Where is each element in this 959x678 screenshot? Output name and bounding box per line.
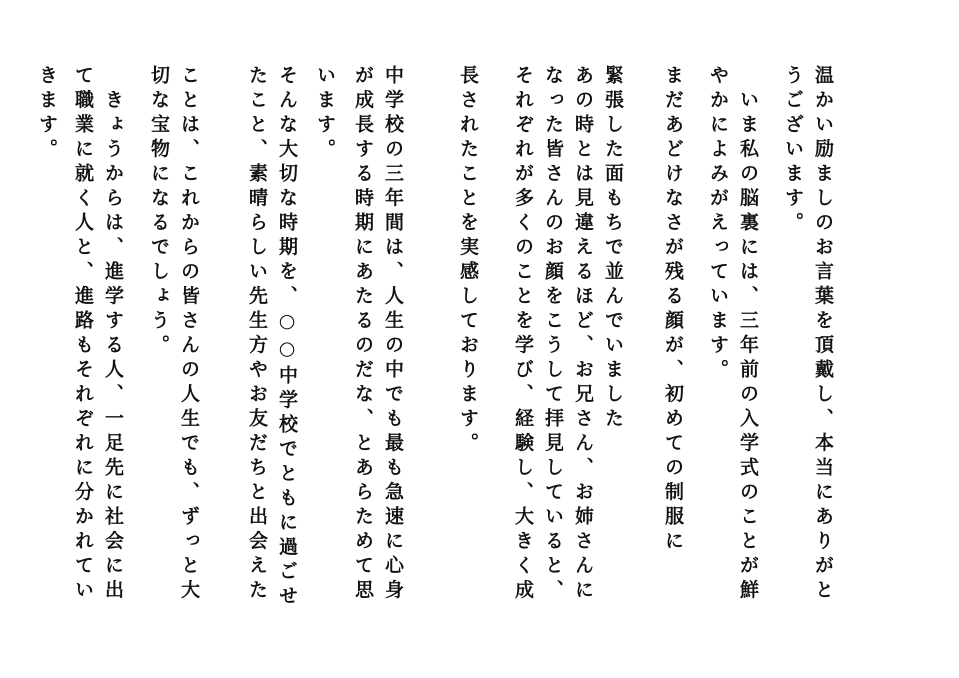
- text-line-11: 中学校の三年間は、人生の中でも最も急速に心身: [382, 65, 404, 604]
- text-line-18: きょうからは、進学する人、一足先に社会に出: [102, 65, 124, 604]
- text-line-6: 緊張した面もちで並んでいました: [602, 65, 624, 433]
- text-line-2: うございます。: [782, 65, 804, 237]
- text-line-8: なった皆さんのお顔をこうして拝見していると、: [542, 65, 564, 604]
- text-line-20: きます。: [36, 65, 58, 163]
- text-line-17: 切な宝物になるでしょう。: [148, 65, 170, 359]
- text-line-3: いま私の脳裏には、三年前の入学式のことが鮮: [737, 65, 759, 604]
- text-line-4: やかによみがえっています。: [707, 65, 729, 384]
- text-line-7: あの時とは見違えるほど、お兄さん、お姉さんに: [572, 65, 594, 604]
- text-line-1: 温かい励ましのお言葉を頂戴し、本当にありがと: [812, 65, 834, 604]
- text-line-13: います。: [314, 65, 336, 163]
- text-line-9: それぞれが多くのことを学び、経験し、大きく成: [512, 65, 534, 604]
- text-line-15: たこと、素晴らしい先生方やお友だちと出会えた: [246, 65, 268, 604]
- text-line-19: て職業に就く人と、進路もそれぞれに分かれてい: [72, 65, 94, 604]
- text-line-14: そんな大切な時期を、○○中学校でともに過ごせ: [276, 65, 298, 610]
- text-line-16: ことは、これからの皆さんの人生でも、ずっと大: [178, 65, 200, 604]
- text-line-12: が成長する時期にあたるのだな、とあらためて思: [352, 65, 374, 604]
- text-line-10: 長されたことを実感しております。: [457, 65, 479, 457]
- text-line-5: まだあどけなさが残る顔が、初めての制服に: [662, 65, 684, 555]
